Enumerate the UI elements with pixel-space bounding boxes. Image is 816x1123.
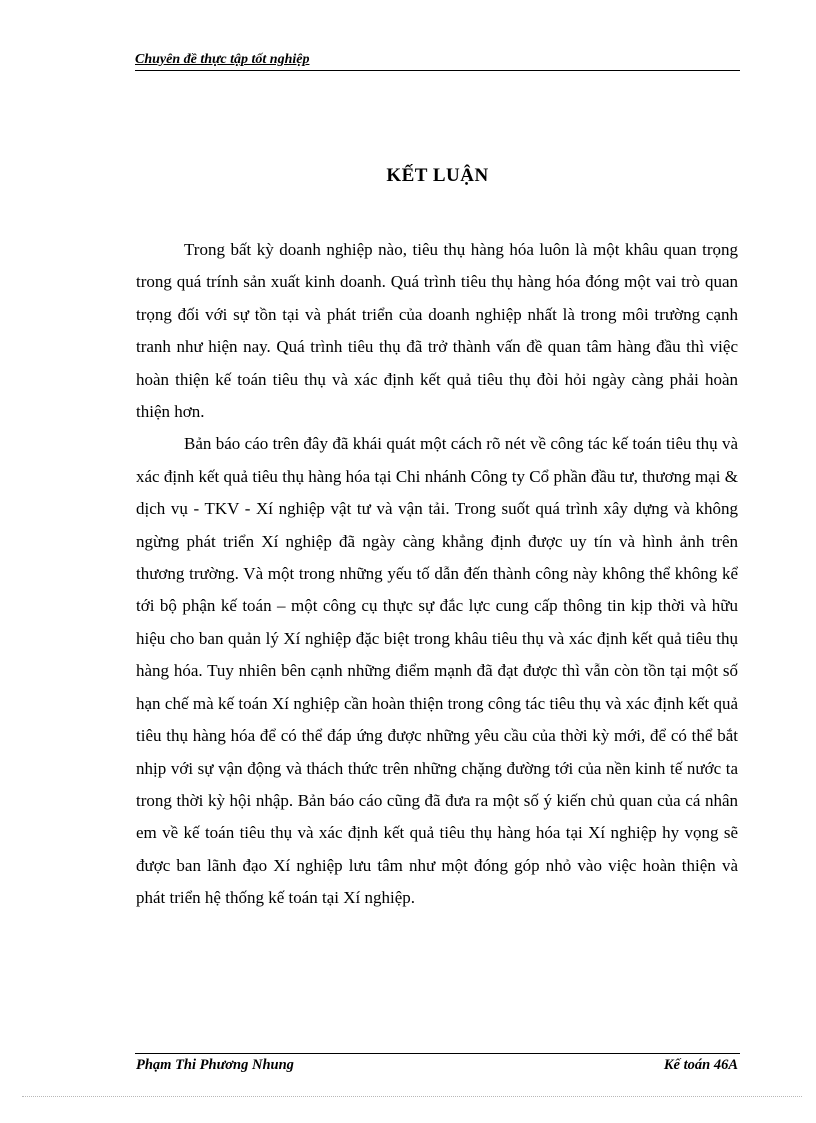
- footer-class: Kế toán 46A: [663, 1057, 738, 1073]
- paragraph: Bản báo cáo trên đây đã khái quát một cách rõ nét về công tác kế toán tiêu thụ và xác định kết quả tiêu thụ hàng hóa tại Chi nhánh Công ty Cổ phần đầu tư, thương mại & dịch vụ - TKV - Xí nghiệp vật tư và vận tải. Trong suốt quá trình xây dựng và không ngừng phát triển Xí nghiệp đã ngày càng khẳng định được uy tín và hình ảnh trên thương trường. Và một trong những yếu tố dẫn đến thành công này không thể không kể tới bộ phận kế toán – một công cụ thực sự đắc lực cung cấp thông tin kịp thời và hữu hiệu cho ban quản lý Xí nghiệp đặc biệt trong khâu tiêu thụ và xác định kết quả tiêu thụ hàng hóa. Tuy nhiên bên cạnh những điểm mạnh đã đạt được thì vẫn còn tồn tại một số hạn chế mà kế toán Xí nghiệp cần hoàn thiện trong công tác tiêu thụ và xác định kết quả tiêu thụ hàng hóa để có thể đáp ứng được những yêu cầu của thời kỳ mới, để có thể bắt nhịp với sự vận động và thách thức trên những chặng đường tới của nền kinh tế nước ta trong thời kỳ hội nhập. Bản báo cáo cũng đã đưa ra một số ý kiến chủ quan của cá nhân em về kế toán tiêu thụ và xác định kết quả tiêu thụ hàng hóa tại Xí nghiệp hy vọng sẽ được ban lãnh đạo Xí nghiệp lưu tâm như một đóng góp nhỏ vào việc hoàn thiện và phát triển hệ thống kế toán tại Xí nghiệp.: [136, 434, 738, 908]
- footer-author: Phạm Thi Phương Nhung: [136, 1057, 294, 1073]
- paragraph: Trong bất kỳ doanh nghiệp nào, tiêu thụ hàng hóa luôn là một khâu quan trọng trong quá trính sản xuất kinh doanh. Quá trình tiêu thụ hàng hóa đóng một vai trò quan trọng đối với sự tồn tại và phát triển của doanh nghiệp nhất là trong môi trường cạnh tranh như hiện nay. Quá trình tiêu thụ đã trở thành vấn đề quan tâm hàng đầu thì việc hoàn thiện kế toán tiêu thụ và xác định kết quả tiêu thụ đòi hỏi ngày càng phải hoàn thiện hơn.: [136, 240, 738, 422]
- document-body: [136, 234, 738, 915]
- page-title: KẾT LUẬN: [386, 165, 489, 186]
- page-header: [135, 49, 740, 71]
- footer-divider: [135, 1053, 740, 1054]
- page-boundary: [22, 1096, 802, 1097]
- header-title: Chuyên đề thực tập tốt nghiệp: [135, 52, 310, 67]
